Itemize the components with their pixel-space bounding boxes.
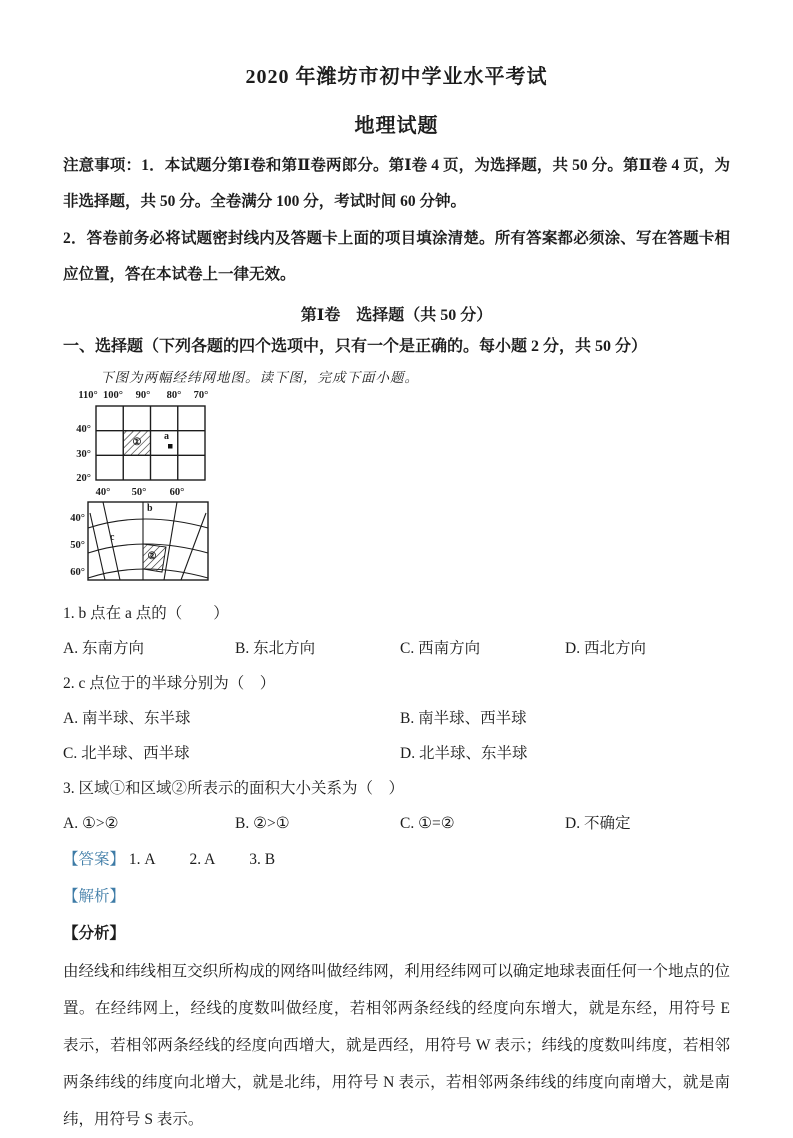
question-3-option-b: B. ②>① [235,815,290,832]
exam-title: 2020 年潍坊市初中学业水平考试 [245,66,548,88]
map1-lon-100: 100° [103,390,123,401]
answer-item-1: 1. A [128,851,156,868]
figure-intro: 下图为两幅经纬网地图。读下图，完成下面小题。 [100,370,419,385]
map1-point-a-label: a [164,431,169,442]
answer-item-2: 2. A [189,851,216,868]
map2-lon-50: 50° [131,487,147,498]
map1-lat-40: 40° [76,424,91,435]
map1-lon-110: 110° [78,390,98,401]
answer-label: 【答案】 [63,851,126,868]
question-2-option-a: A. 南半球、东半球 [63,710,191,727]
analysis-sublabel: 【分析】 [63,925,126,942]
map2-point-b-label: b [147,503,153,514]
analysis-paragraph: 由经线和纬线相互交织所构成的网络叫做经纬网，利用经纬网可以确定地球表面任何一个地点的位置。在经纬网上，经线的度数叫做经度，若相邻两条经线的经度向东增大，就是东经，用符号 E 表示，若相邻两条经线的经度向西增大，就是西经，用符号 W 表示；纬线的度数叫纬度，若相邻两条纬线的纬度向北增大，就是北纬，用符号 N 表示，若相邻两条纬线的纬度向南增大，就是南纬，用符号 S 表示。 [63,963,730,1128]
question-3-option-a: A. ①>② [63,815,119,832]
latlon-grid-maps-figure [63,388,730,590]
map1-lat-20: 20° [76,473,91,484]
map1-lon-90: 90° [135,390,151,401]
analysis-label: 【解析】 [63,888,126,905]
question-2-option-c: C. 北半球、西半球 [63,745,190,762]
question-1-stem: 1. b 点在 a 点的（ ） [63,605,229,622]
map1-point-a-dot [168,444,173,449]
question-3-option-d: D. 不确定 [565,815,631,832]
exam-subject-title: 地理试题 [354,115,439,137]
map2-lon-40: 40° [95,487,111,498]
section-title: 第Ⅰ卷 选择题（共 50 分） [300,307,493,324]
map2-lon-60: 60° [169,487,185,498]
exam-notice-2: 2．答卷前务必将试题密封线内及答题卡上面的项目填涂清楚。所有答案都必须涂、写在答题卡相应位置，答在本试卷上一律无效。 [63,230,730,283]
question-2-option-d: D. 北半球、东半球 [400,745,528,762]
answer-line [63,849,730,871]
map2-lat-40: 40° [70,513,85,524]
map2-point-c-label: c [110,532,115,543]
question-1-option-d: D. 西北方向 [565,640,646,657]
question-3-options [63,813,730,835]
multiple-choice-heading: 一、选择题（下列各题的四个选项中，只有一个是正确的。每小题 2 分，共 50 分） [63,338,648,355]
question-1-option-a: A. 东南方向 [63,640,144,657]
question-2-options-row-1 [63,708,730,730]
exam-notice-1: 注意事项：1．本试题分第Ⅰ卷和第Ⅱ卷两郎分。第Ⅰ卷 4 页，为选择题，共 50 分。第Ⅱ卷 4 页，为非选择题，共 50 分。全卷满分 100 分，考试时间 60 分钟。 [63,157,730,210]
question-1-options [63,638,730,660]
map2-lat-50: 50° [70,540,85,551]
question-2-option-b: B. 南半球、西半球 [400,710,527,727]
map1-lon-70: 70° [193,390,209,401]
question-2-stem: 2. c 点位于的半球分别为（ ） [63,675,276,692]
question-1-option-c: C. 西南方向 [400,640,481,657]
question-3-stem: 3. 区域①和区域②所表示的面积大小关系为（ ） [63,780,405,797]
map1-region-1-label: ① [132,437,142,448]
question-2-options-row-2 [63,743,730,765]
question-1-option-b: B. 东北方向 [235,640,316,657]
map2-lat-60: 60° [70,567,85,578]
answer-item-3: 3. B [249,851,276,868]
question-3-option-c: C. ①=② [400,815,455,832]
map1-lat-30: 30° [76,449,91,460]
map1-lon-80: 80° [166,390,182,401]
map2-region-2-label: ② [147,551,157,562]
